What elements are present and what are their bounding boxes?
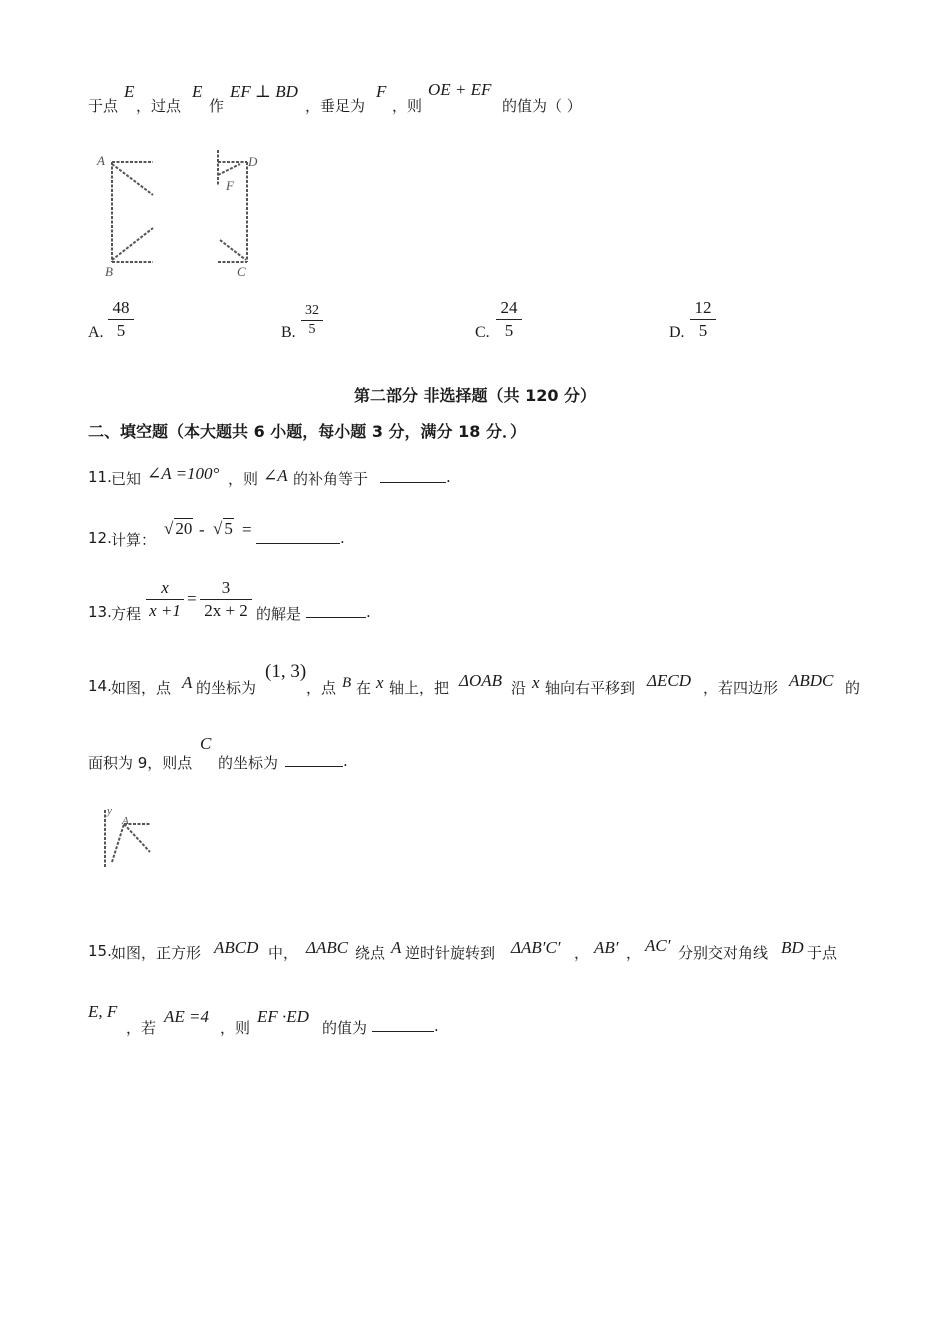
- q15-text-5: ，: [574, 944, 590, 962]
- figure-label-b: B: [105, 264, 113, 279]
- q11-text-3: 的补角等于: [293, 470, 369, 488]
- q10-text-1: 于点: [88, 97, 119, 115]
- q15-text-3: 绕点: [355, 944, 386, 962]
- q10-text-4: ，垂足为: [305, 97, 366, 115]
- q14-text-4: 在: [356, 679, 372, 697]
- figure-label-d: D: [248, 154, 258, 169]
- q15-number: 15.: [88, 942, 112, 960]
- q10-text-2: ，过点: [136, 97, 182, 115]
- q15-segment-ac: AC′: [645, 936, 671, 955]
- q14-triangle-oab: ΔOAB: [459, 671, 503, 690]
- option-a-label[interactable]: A.: [88, 324, 104, 341]
- q15-text-6: ，: [626, 944, 642, 962]
- part-two-title: 第二部分 非选择题（共 120 分）: [353, 386, 597, 405]
- option-d-fraction: 12 5: [690, 298, 716, 341]
- q14-quadrilateral: ABDC: [789, 671, 834, 690]
- q14-point-b: B: [342, 675, 352, 691]
- q11-angle: ∠A: [263, 466, 288, 485]
- q15-text-7: 分别交对角线: [678, 944, 769, 962]
- q13-answer-blank[interactable]: [306, 603, 366, 618]
- q15-text-4: 逆时针旋转到: [405, 944, 496, 962]
- q14-text-3: ，点: [306, 679, 337, 697]
- q14-line2-text-1: 面积为 9，则点: [88, 754, 193, 772]
- q14-text-9: 的: [845, 679, 861, 697]
- option-c-label[interactable]: C.: [475, 324, 490, 341]
- q15-triangle-rotated: ΔAB′C′: [511, 938, 561, 957]
- q14-point-a: A: [182, 673, 193, 692]
- q13-number: 13.: [88, 603, 112, 621]
- q13-right-fraction: 3 2x + 2: [200, 578, 252, 621]
- q10-figure: [90, 140, 270, 285]
- q14-number: 14.: [88, 677, 112, 695]
- section-two-title: 二、填空题（本大题共 6 小题，每小题 3 分，满分 18 分．）: [88, 422, 526, 441]
- q14-triangle-ecd: ΔECD: [647, 671, 691, 690]
- q14-x-axis-2: x: [532, 673, 540, 692]
- q14-text-7: 轴向右平移到: [545, 679, 636, 697]
- q14-x-axis: x: [376, 673, 384, 692]
- q14-coordinate: (1, 3): [265, 661, 307, 682]
- figure-label-c: C: [237, 264, 246, 279]
- q10-text-3: 作: [209, 97, 225, 115]
- q11-text-2: ，则: [228, 470, 259, 488]
- q10-point-f: F: [376, 82, 387, 101]
- figure-label-a: A: [97, 153, 105, 168]
- option-d-label[interactable]: D.: [669, 324, 685, 341]
- q14-figure-label-y: y: [107, 805, 112, 817]
- q15-points: E, F: [88, 1002, 118, 1021]
- figure-label-f: F: [226, 178, 234, 193]
- q14-answer-blank[interactable]: [285, 752, 343, 767]
- q15-diagonal: BD: [781, 938, 804, 957]
- q15-text-9: ，若: [126, 1019, 157, 1037]
- option-b-label[interactable]: B.: [281, 324, 296, 341]
- q15-answer-blank[interactable]: [372, 1017, 434, 1032]
- q13-end: .: [366, 603, 371, 621]
- q13-equals: =: [187, 589, 197, 608]
- q15-point-a: A: [391, 938, 402, 957]
- q14-point-c: C: [200, 734, 212, 753]
- q12-sqrt-5: √ 5: [213, 519, 233, 538]
- q13-text-1: 方程: [111, 605, 142, 623]
- q10-text-5: ，则: [392, 97, 423, 115]
- q12-end: .: [340, 529, 345, 547]
- option-b-fraction: 32 5: [301, 303, 323, 338]
- q13-left-fraction: x x +1: [146, 578, 184, 621]
- q11-text-1: 已知: [111, 470, 142, 488]
- q12-answer-blank[interactable]: [256, 529, 340, 544]
- option-a-fraction: 48 5: [108, 298, 134, 341]
- q14-text-8: ，若四边形: [703, 679, 779, 697]
- q14-text-5: 轴上，把: [389, 679, 450, 697]
- q11-number: 11.: [88, 468, 112, 486]
- q15-text-8: 于点: [807, 944, 838, 962]
- q11-angle-expr: ∠A =100°: [147, 464, 220, 483]
- q15-text-10: ，则: [220, 1019, 251, 1037]
- q15-triangle-abc: ΔABC: [306, 938, 349, 957]
- q12-minus: -: [199, 520, 205, 539]
- q15-text-2: 中，: [268, 944, 299, 962]
- q15-ae-expr: AE =4: [164, 1007, 209, 1026]
- q14-figure: [98, 802, 168, 874]
- q11-end: .: [446, 468, 451, 486]
- q15-end: .: [434, 1017, 439, 1035]
- q10-point-e: E: [124, 82, 135, 101]
- q10-point-e-2: E: [192, 82, 203, 101]
- q12-equals: =: [242, 520, 252, 539]
- q12-number: 12.: [88, 529, 112, 547]
- q15-text-11: 的值为: [322, 1019, 368, 1037]
- q15-text-1: 如图，正方形: [111, 944, 202, 962]
- q10-perp-expr: EF ⊥ BD: [230, 82, 298, 101]
- q14-text-6: 沿: [511, 679, 527, 697]
- q13-text-2: 的解是: [256, 605, 302, 623]
- q15-segment-ab: AB′: [594, 938, 619, 957]
- q10-text-6: 的值为（ ）: [502, 97, 582, 115]
- q14-end: .: [343, 752, 348, 770]
- q12-text: 计算：: [111, 531, 157, 549]
- q15-product-expr: EF ·ED: [257, 1007, 309, 1026]
- q14-line2-text-2: 的坐标为: [218, 754, 279, 772]
- q14-figure-label-a: A: [122, 815, 129, 827]
- option-c-fraction: 24 5: [496, 298, 522, 341]
- q15-square: ABCD: [214, 938, 259, 957]
- q12-sqrt-20: √ 20: [164, 519, 193, 538]
- q14-text-2: 的坐标为: [196, 679, 257, 697]
- q11-answer-blank[interactable]: [380, 468, 446, 483]
- q10-sum-expr: OE + EF: [428, 80, 492, 99]
- q14-text-1: 如图，点: [111, 679, 172, 697]
